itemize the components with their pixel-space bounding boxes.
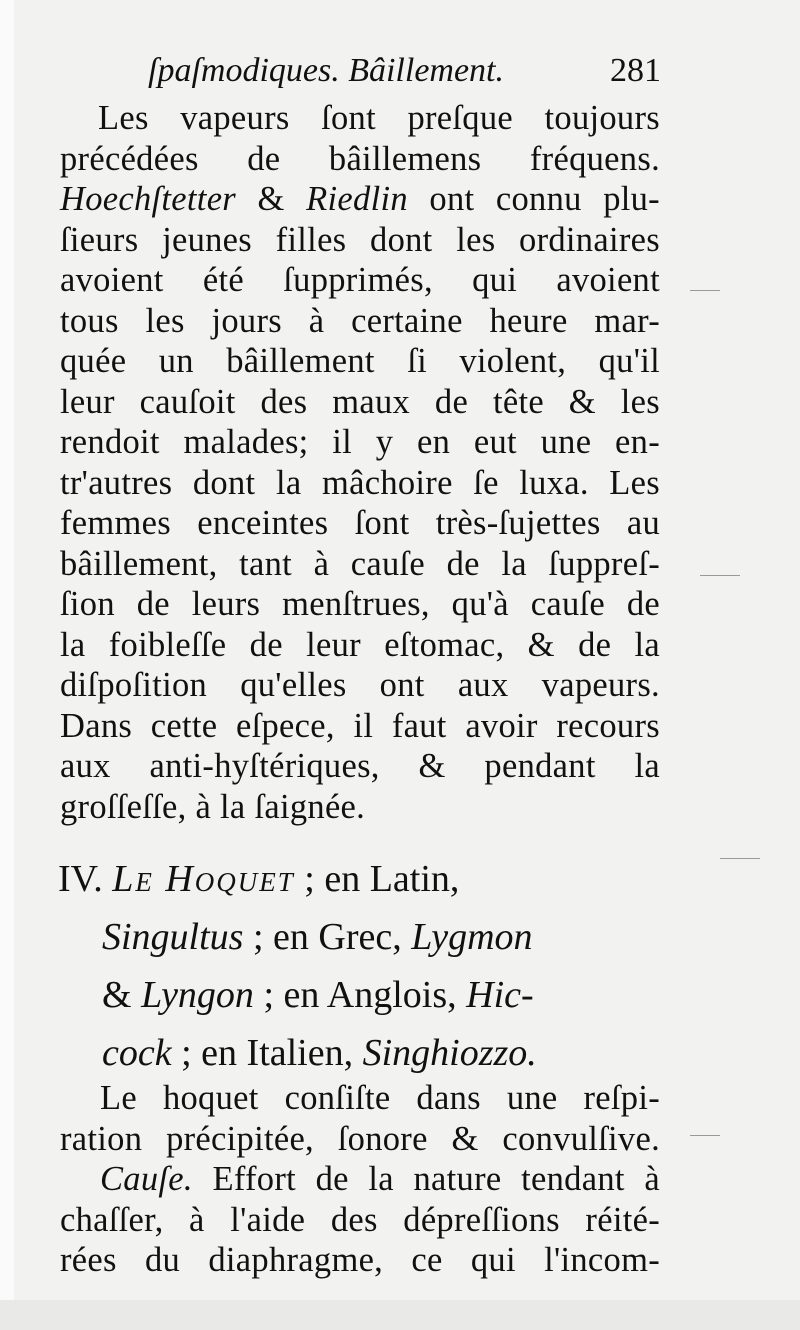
running-head-title: ſpaſmodiques. Bâillement. bbox=[148, 52, 505, 89]
text-line: aux anti-hyſtériques, & pendant la bbox=[60, 747, 660, 785]
text-line: ſion de leurs menſtrues, qu'à cauſe de bbox=[60, 585, 660, 623]
scan-margin-mark bbox=[690, 290, 720, 291]
section-title: Le Hoquet bbox=[112, 858, 295, 900]
heading-line bbox=[58, 966, 663, 1024]
text-line: rendoit malades; il y en eut une en- bbox=[60, 423, 660, 461]
text-fragment: ont connu plu- bbox=[407, 180, 660, 218]
scan-margin-mark bbox=[700, 575, 740, 576]
section-heading-hoquet bbox=[58, 850, 663, 1082]
author-name: Hoechſtetter bbox=[60, 180, 237, 218]
text-line: la foibleſſe de leur eſtomac, & de la bbox=[60, 625, 660, 664]
text-line: tous les jours à certaine heure mar- bbox=[60, 301, 660, 340]
greek-name: Lygmon bbox=[411, 916, 533, 958]
text-line: groſſeſſe, à la ſaignée. bbox=[60, 787, 366, 826]
heading-line bbox=[58, 908, 663, 966]
author-name: Riedlin bbox=[306, 180, 408, 218]
scan-left-margin bbox=[0, 0, 14, 1330]
scan-margin-mark bbox=[690, 1135, 720, 1136]
text-line: avoient été ſupprimés, qui avoient bbox=[60, 261, 660, 299]
heading-line bbox=[58, 850, 663, 908]
scan-margin-mark bbox=[720, 858, 760, 859]
text-line bbox=[60, 179, 660, 220]
text-line: femmes enceintes ſont très-ſujettes au bbox=[60, 504, 660, 542]
text-fragment: Effort de la nature tendant à bbox=[192, 1160, 660, 1198]
text-line: précédées de bâillemens fréquens. bbox=[60, 139, 660, 178]
latin-name: Singultus bbox=[102, 916, 244, 958]
text-line: Dans cette eſpece, il faut avoir recours bbox=[60, 706, 660, 745]
text-line bbox=[60, 1159, 660, 1200]
page-number: 281 bbox=[610, 52, 661, 89]
text-line: rées du diaphragme, ce qui l'incom- bbox=[60, 1241, 660, 1279]
text-line: leur cauſoit des maux de tête & les bbox=[60, 382, 660, 421]
text-line: Les vapeurs ſont preſque toujours bbox=[98, 99, 660, 137]
text-line: bâillement, tant à cauſe de la ſuppreſ- bbox=[60, 544, 660, 583]
text-line: quée un bâillement ſi violent, qu'il bbox=[60, 342, 660, 380]
heading-text: & bbox=[102, 974, 142, 1016]
paragraph-vapeurs bbox=[60, 98, 660, 827]
heading-text: ; en Anglois, bbox=[253, 974, 467, 1016]
text-fragment: & bbox=[236, 180, 307, 218]
english-name: Hic- bbox=[466, 974, 534, 1016]
text-line: diſpoſition qu'elles ont aux vapeurs. bbox=[60, 666, 660, 704]
text-line: ration précipitée, ſonore & convulſive. bbox=[60, 1119, 660, 1158]
scan-bottom-margin bbox=[0, 1300, 800, 1330]
heading-text: ; en Latin, bbox=[294, 858, 460, 900]
text-line: Le hoquet conſiſte dans une reſpi- bbox=[100, 1079, 660, 1117]
section-numeral: IV. bbox=[58, 858, 103, 900]
italian-name: Singhiozzo. bbox=[362, 1032, 537, 1074]
heading-text: ; en Grec, bbox=[243, 916, 412, 958]
heading-line bbox=[58, 1024, 663, 1082]
heading-text: ; en Italien, bbox=[171, 1032, 363, 1074]
paragraph-hoquet bbox=[60, 1078, 660, 1281]
english-name: cock bbox=[102, 1032, 172, 1074]
text-line: ſieurs jeunes filles dont les ordinaires bbox=[60, 220, 660, 259]
cause-label: Cauſe. bbox=[100, 1160, 193, 1198]
text-line: chaſſer, à l'aide des dépreſſions réité- bbox=[60, 1200, 660, 1239]
greek-name: Lyngon bbox=[141, 974, 254, 1016]
text-line: tr'autres dont la mâchoire ſe luxa. Les bbox=[60, 463, 660, 502]
running-head bbox=[60, 48, 660, 94]
